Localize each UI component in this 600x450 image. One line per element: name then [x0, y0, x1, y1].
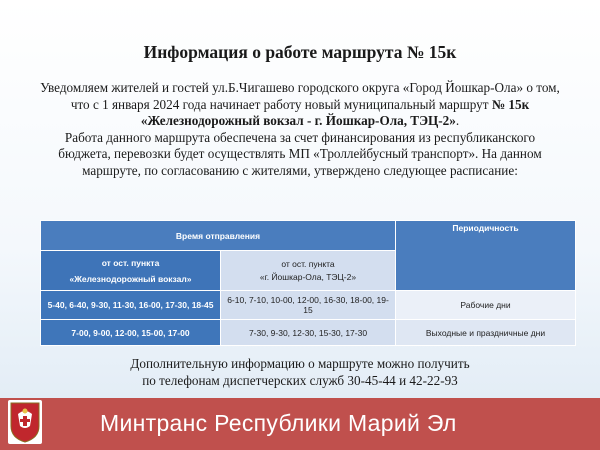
row-weekday-from-tec: 6-10, 7-10, 10-00, 12-00, 16-30, 18-00, 19-15: [221, 291, 396, 320]
schedule-table: [40, 220, 576, 346]
announcement-paragraph-1: [38, 80, 562, 130]
coat-of-arms-graphic: [8, 400, 42, 444]
ministry-name: Минтранс Республики Марий Эл: [100, 410, 457, 436]
announcement-text: [38, 80, 562, 180]
route-name: № 15к «Железнодорожный вокзал - г. Йошкар-Ола, ТЭЦ-2»: [140, 96, 530, 129]
mari-el-coat-of-arms-icon: [8, 400, 42, 444]
header-departure-label: Время отправления: [175, 230, 261, 241]
row-weekday-from-station: 5-40, 6-40, 9-30, 11-30, 16-00, 17-30, 18-45: [41, 291, 221, 320]
row-weekend-from-station: 7-00, 9-00, 12-00, 15-00, 17-00: [41, 320, 221, 346]
paragraph-1-text: Уведомляем жителей и гостей ул.Б.Чигашево городского округа «Город Йошкар-Ола» о том, что с 1 января 2024 года начинает работу новый муниципальный маршрут: [40, 80, 560, 112]
page-title: Информация о работе маршрута № 15к: [143, 42, 457, 62]
table-row: [41, 320, 576, 346]
header-frequency-label: Периодичность: [452, 223, 519, 233]
table-row: [41, 291, 576, 320]
contact-info: [0, 356, 600, 389]
table-header-row: [41, 221, 576, 251]
header-frequency: [396, 221, 576, 291]
contact-info-line2: по телефонам диспетчерских служб 30-45-44 и 42-22-93: [142, 372, 458, 388]
announcement-paragraph-2: Работа данного маршрута обеспечена за счет финансирования из республиканского бюджета, перевозки будет осуществлять МП «Троллейбусный транспорт». На данном маршруте, по согласованию с жителями, утверждено следующее расписание:: [58, 129, 542, 178]
header-departure-time: [41, 221, 396, 251]
subheader-from-tec: [221, 251, 396, 291]
paragraph-1-end: .: [455, 113, 460, 129]
subheader-from-tec-line1: от ост. пункта: [281, 258, 335, 269]
subheader-from-station-line2: «Железнодорожный вокзал»: [69, 273, 192, 284]
subheader-from-tec-line2: «г. Йошкар-Ола, ТЭЦ-2»: [259, 271, 357, 282]
row-weekend-from-tec: 7-30, 9-30, 12-30, 15-30, 17-30: [221, 320, 396, 346]
contact-info-line1: Дополнительную информацию о маршруте можно получить: [130, 356, 470, 371]
subheader-from-station: [41, 251, 221, 291]
row-weekday-frequency: Рабочие дни: [396, 291, 576, 320]
row-weekend-frequency: Выходные и праздничные дни: [396, 320, 576, 346]
subheader-from-station-line1: от ост. пункта: [101, 257, 160, 268]
